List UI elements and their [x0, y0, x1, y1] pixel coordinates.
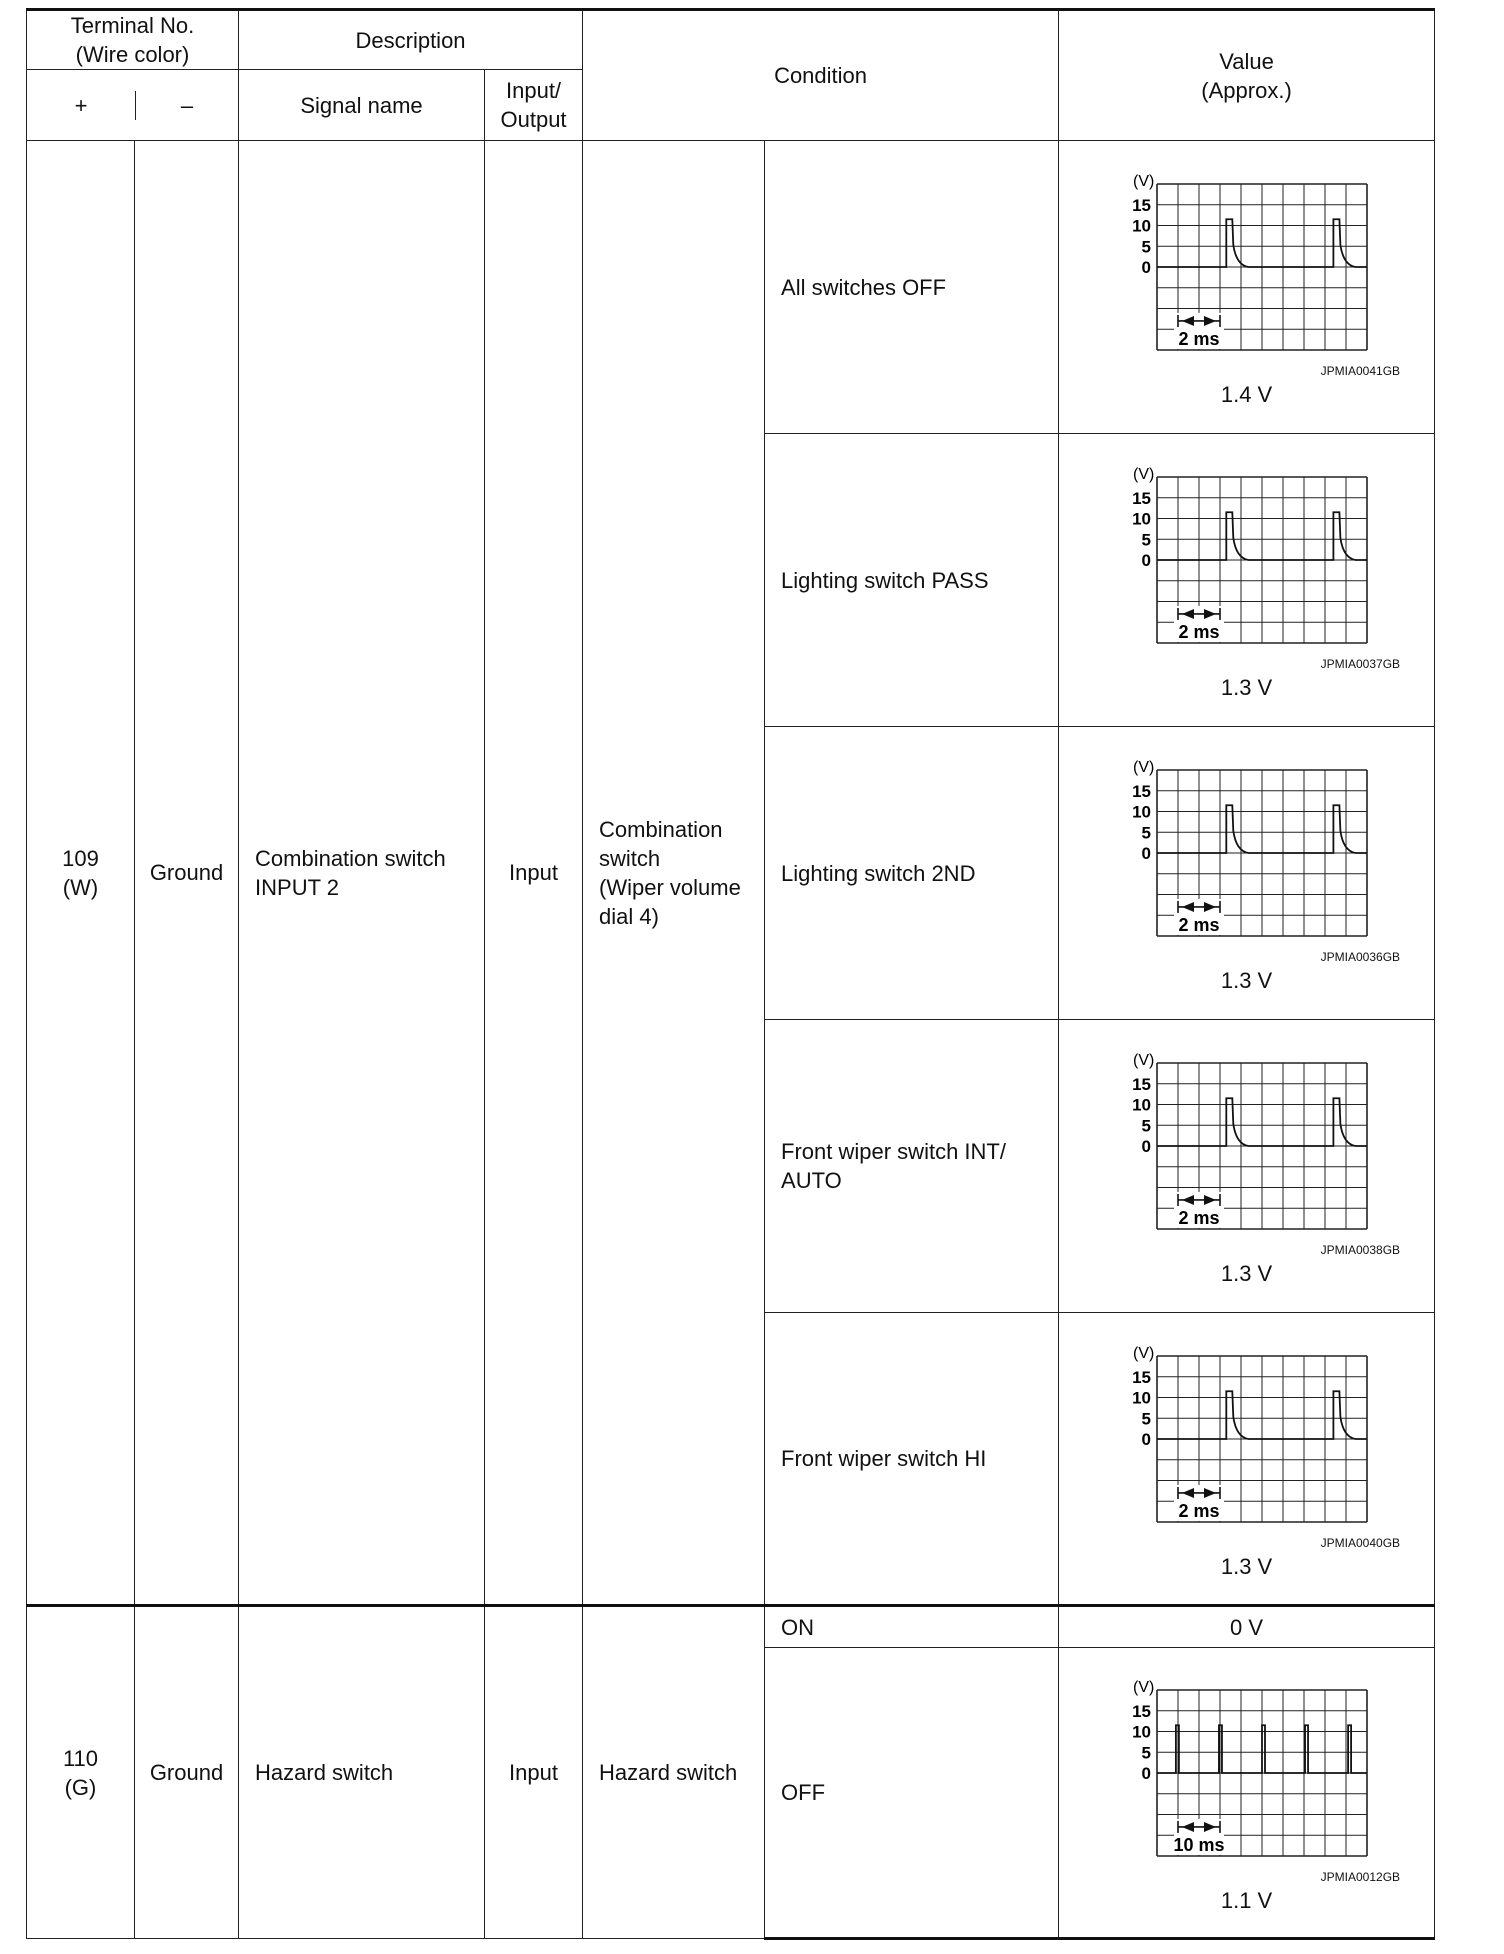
value-text: 1.3 V [1220, 968, 1273, 993]
time-division-marker [1174, 1484, 1224, 1520]
sub-condition: All switches OFF [765, 141, 1059, 434]
y-tick-label: 10 [1131, 1388, 1151, 1407]
figure-id: JPMIA0012GB [1320, 1869, 1401, 1884]
sub-condition: Lighting switch PASS [765, 434, 1059, 727]
time-division-label: 10 ms [1173, 1834, 1225, 1855]
time-division-label: 2 ms [1178, 1207, 1220, 1228]
time-division-label: 2 ms [1178, 1500, 1220, 1521]
y-tick-label: 15 [1131, 1701, 1151, 1721]
value-on: 0 V [1059, 1606, 1435, 1648]
time-division-marker [1174, 1192, 1224, 1228]
description-header: Description [239, 10, 583, 70]
value-text: 1.3 V [1220, 1261, 1273, 1286]
y-tick-label: 0 [1141, 551, 1151, 570]
waveform-trace [1157, 1725, 1367, 1773]
y-tick-label: 15 [1131, 195, 1151, 215]
condition-header: Condition [583, 10, 1059, 141]
time-division-label: 2 ms [1178, 621, 1220, 642]
unit-label: (V) [1132, 1344, 1154, 1362]
y-tick-label: 0 [1141, 1429, 1151, 1449]
unit-label: (V) [1132, 1678, 1154, 1696]
oscilloscope-figure [1097, 1338, 1397, 1538]
y-tick-label: 10 [1131, 509, 1151, 529]
y-tick-label: 5 [1141, 1408, 1151, 1428]
time-division-marker [1174, 313, 1224, 349]
y-tick-label: 10 [1131, 1095, 1151, 1115]
y-tick-label: 5 [1141, 1742, 1151, 1762]
oscilloscope-figure [1097, 1045, 1397, 1245]
terminal-110: 110 (G) [27, 1606, 135, 1939]
value-waveform-cell [1059, 1020, 1435, 1313]
value-waveform-cell [1059, 141, 1435, 434]
y-tick-label: 5 [1141, 530, 1151, 550]
y-tick-label: 0 [1141, 844, 1151, 863]
time-division-marker [1173, 1818, 1224, 1854]
input-output-header: Input/ Output [485, 70, 583, 141]
terminal-109: 109 (W) [27, 141, 135, 1606]
y-tick-label: 10 [1131, 1722, 1151, 1741]
y-tick-label: 5 [1141, 237, 1151, 257]
figure-id: JPMIA0041GB [1320, 364, 1401, 378]
value-text: 1.1 V [1220, 1887, 1273, 1913]
unit-label: (V) [1132, 173, 1154, 190]
y-tick-label: 15 [1131, 781, 1151, 801]
y-tick-label: 0 [1141, 1137, 1151, 1156]
time-division-label: 2 ms [1178, 914, 1220, 935]
oscilloscope-figure [1097, 1672, 1397, 1872]
value-header: Value (Approx.) [1059, 10, 1435, 141]
minus-109: Ground [135, 141, 239, 1606]
unit-label: (V) [1132, 1052, 1154, 1069]
sub-condition-off: OFF [765, 1648, 1059, 1939]
minus-110: Ground [135, 1606, 239, 1939]
sub-condition: Lighting switch 2ND [765, 727, 1059, 1020]
value-text: 1.3 V [1220, 1553, 1273, 1579]
unit-label: (V) [1132, 466, 1154, 483]
value-waveform-cell [1059, 727, 1435, 1020]
signal-name-header: Signal name [239, 70, 485, 141]
figure-id: JPMIA0037GB [1320, 657, 1401, 671]
minus-label: – [135, 91, 238, 120]
oscilloscope-figure [1097, 752, 1397, 952]
plus-header [27, 70, 239, 141]
y-tick-label: 15 [1131, 488, 1151, 508]
terminal-no-header: Terminal No. (Wire color) [27, 10, 239, 70]
y-tick-label: 10 [1131, 802, 1151, 822]
oscilloscope-figure [1097, 166, 1397, 366]
y-tick-label: 5 [1141, 1116, 1151, 1136]
sub-condition-on: ON [765, 1606, 1059, 1648]
condition-main-109: Combination switch (Wiper volume dial 4) [583, 141, 765, 1606]
plus-label: + [74, 92, 88, 118]
y-tick-label: 0 [1141, 1763, 1151, 1783]
sub-condition: Front wiper switch HI [765, 1313, 1059, 1606]
figure-id: JPMIA0038GB [1320, 1243, 1401, 1257]
unit-label: (V) [1132, 759, 1154, 776]
signal-name-109: Combination switch INPUT 2 [239, 141, 485, 1606]
y-tick-label: 0 [1141, 258, 1151, 277]
value-waveform-cell [1059, 1313, 1435, 1606]
time-division-label: 2 ms [1178, 328, 1220, 349]
figure-id: JPMIA0036GB [1320, 950, 1401, 964]
time-division-marker [1174, 899, 1224, 935]
time-division-marker [1174, 606, 1224, 642]
io-109: Input [485, 141, 583, 1606]
sub-condition: Front wiper switch INT/ AUTO [765, 1020, 1059, 1313]
io-110: Input [485, 1606, 583, 1939]
value-waveform-cell [1059, 1648, 1435, 1939]
oscilloscope-figure [1097, 459, 1397, 659]
value-text: 1.3 V [1220, 675, 1273, 700]
value-text: 1.4 V [1220, 382, 1273, 407]
signal-name-110: Hazard switch [239, 1606, 485, 1939]
y-tick-label: 10 [1131, 216, 1151, 236]
value-waveform-cell [1059, 434, 1435, 727]
y-tick-label: 5 [1141, 823, 1151, 843]
figure-id: JPMIA0040GB [1320, 1535, 1401, 1550]
condition-main-110: Hazard switch [583, 1606, 765, 1939]
y-tick-label: 15 [1131, 1367, 1151, 1387]
y-tick-label: 15 [1131, 1074, 1151, 1094]
terminal-spec-table [26, 8, 1435, 1940]
